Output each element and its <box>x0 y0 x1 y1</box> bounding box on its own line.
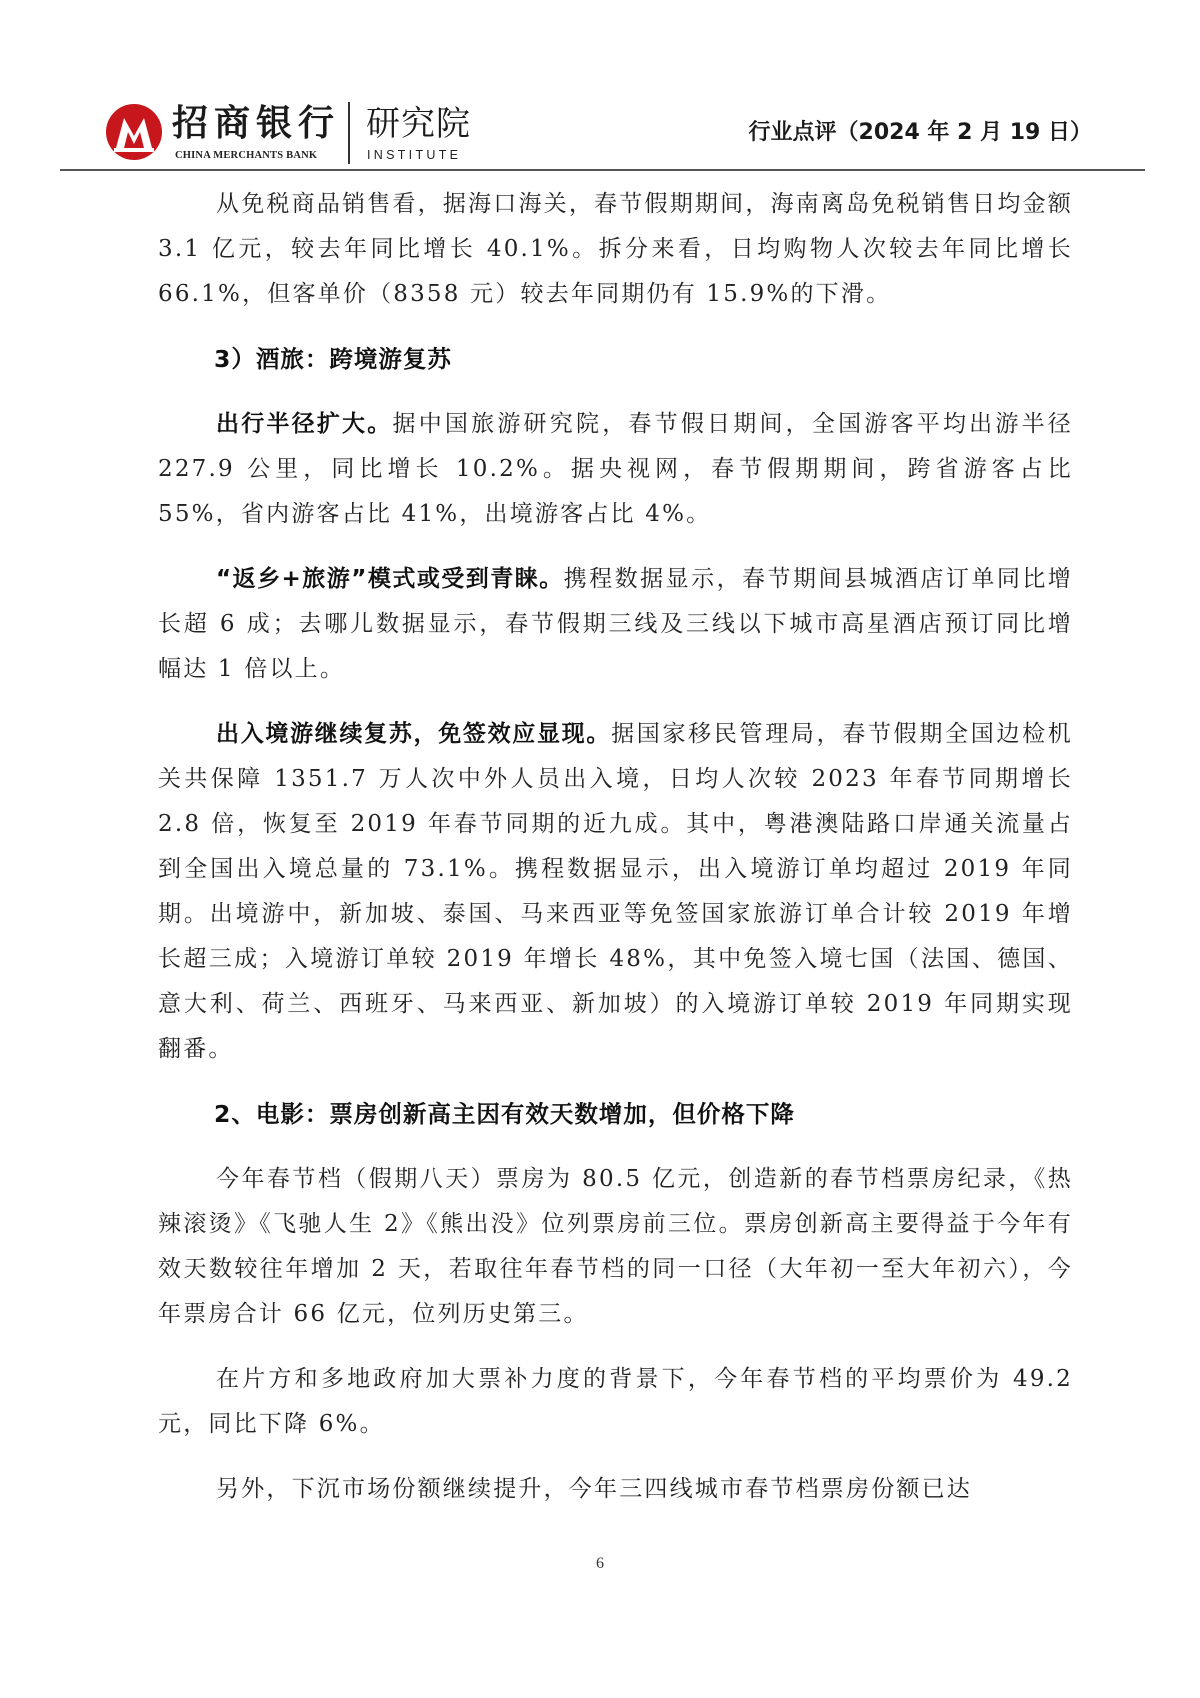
paragraph-text: 据中国旅游研究院，春节假日期间，全国游客平均出游半径 227.9 公里，同比增长 10.2%。据央视网，春节假期期间，跨省游客占比 55%，省内游客占比 41%，出境游客占比 4%。 <box>158 411 1074 527</box>
section-heading-film: 2、电影：票房创新高主因有效天数增加，但价格下降 <box>214 1100 795 1128</box>
brand-name-cn: 招商银行 <box>172 103 341 144</box>
header-divider <box>348 102 350 164</box>
article-body <box>158 182 1073 1532</box>
cmb-logo-icon <box>104 102 164 162</box>
paragraph-lower-tier: 另外，下沉市场份额继续提升，今年三四线城市春节档票房份额已达 <box>216 1476 972 1502</box>
institute-name-en: INSTITUTE <box>367 148 462 162</box>
section-heading-travel: 3）酒旅：跨境游复苏 <box>214 345 452 373</box>
paragraph-cross-border <box>158 712 1073 1072</box>
header-rule <box>60 169 1145 171</box>
paragraph-travel-radius <box>158 402 1073 537</box>
paragraph-ticket-price: 在片方和多地政府加大票补力度的背景下，今年春节档的平均票价为 49.2 元，同比下降 6%。 <box>158 1366 1073 1437</box>
paragraph-box-office: 今年春节档（假期八天）票房为 80.5 亿元，创造新的春节档票房纪录，《热辣滚烫》《飞驰人生 2》《熊出没》位列票房前三位。票房创新高主要得益于今年有效天数较往年增加 2 天，若取往年春节档的同一口径（大年初一至大年初六），今年票房合计 66 亿元，位列历史第三。 <box>158 1166 1073 1327</box>
paragraph-hometown-travel <box>158 557 1073 692</box>
report-type-date: 行业点评（2024 年 2 月 19 日） <box>748 120 1092 145</box>
paragraph-lead: 出入境游继续复苏，免签效应显现。 <box>216 721 612 747</box>
paragraph-lead: “返乡+旅游”模式或受到青睐。 <box>216 566 564 592</box>
brand-name-en: CHINA MERCHANTS BANK <box>175 150 318 161</box>
paragraph-lead: 出行半径扩大。 <box>216 411 393 437</box>
institute-name-cn: 研究院 <box>366 104 471 144</box>
paragraph-text: 据国家移民管理局，春节假期全国边检机关共保障 1351.7 万人次中外人员出入境，日均人次较 2023 年春节同期增长 2.8 倍，恢复至 2019 年春节同期的近九成。其中，粤港澳陆路口岸通关流量占到全国出入境总量的 73.1%。携程数据显示，出入境游订单均超过 2019 年同期。出境游中，新加坡、泰国、马来西亚等免签国家旅游订单合计较 2019 年增长超三成；入境游订单较 2019 年增长 48%，其中免签入境七国（法国、德国、意大利、荷兰、西班牙、马来西亚、新加坡）的入境游订单较 2019 年同期实现翻番。 <box>158 721 1074 1062</box>
paragraph-text: 携程数据显示，春节期间县城酒店订单同比增长超 6 成；去哪儿数据显示，春节假期三线及三线以下城市高星酒店预订同比增幅达 1 倍以上。 <box>158 566 1074 682</box>
page-header <box>0 0 1200 172</box>
page-number: 6 <box>596 1555 604 1572</box>
paragraph-duty-free: 从免税商品销售看，据海口海关，春节假期期间，海南离岛免税销售日均金额 3.1 亿元，较去年同比增长 40.1%。拆分来看，日均购物人次较去年同比增长 66.1%，但客单价（8358 元）较去年同期仍有 15.9%的下滑。 <box>158 191 1073 307</box>
